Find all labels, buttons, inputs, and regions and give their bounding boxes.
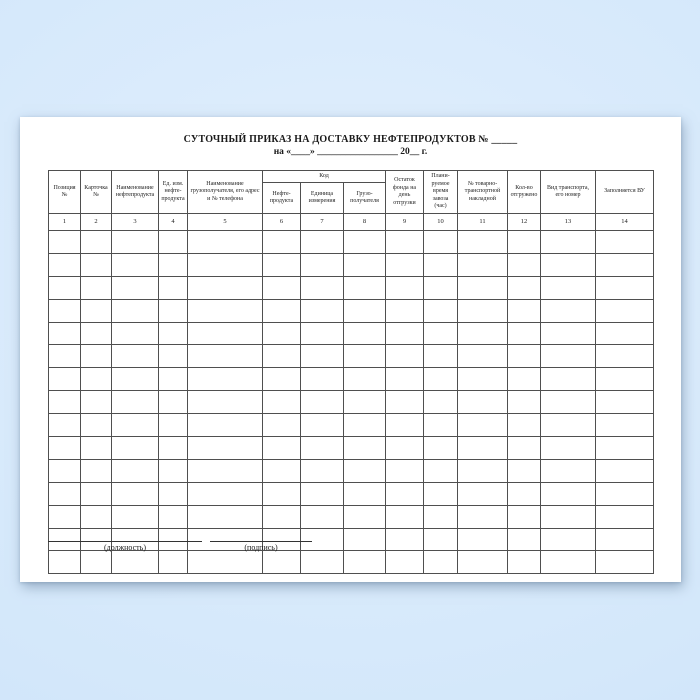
column-header-qty-shipped: Кол-во отгружено: [508, 171, 541, 214]
empty-cell: [81, 368, 112, 391]
empty-cell: [188, 299, 263, 322]
empty-cell: [263, 368, 301, 391]
empty-cell: [508, 414, 541, 437]
empty-cell: [301, 253, 344, 276]
table-row: [49, 482, 654, 505]
empty-cell: [458, 505, 508, 528]
empty-cell: [49, 482, 81, 505]
empty-cell: [112, 505, 159, 528]
empty-cell: [424, 391, 458, 414]
table-row: [49, 391, 654, 414]
empty-cell: [458, 345, 508, 368]
empty-cell: [541, 368, 596, 391]
empty-cell: [386, 231, 424, 254]
column-header-waybill-number: № товарно-транспортной накладной: [458, 171, 508, 214]
empty-cell: [541, 345, 596, 368]
empty-cell: [386, 482, 424, 505]
empty-cell: [188, 482, 263, 505]
empty-cell: [541, 253, 596, 276]
empty-cell: [458, 414, 508, 437]
column-number: 11: [458, 214, 508, 231]
empty-cell: [159, 391, 188, 414]
table-row: [49, 368, 654, 391]
empty-cell: [263, 299, 301, 322]
empty-cell: [458, 299, 508, 322]
empty-cell: [596, 459, 654, 482]
empty-cell: [458, 322, 508, 345]
empty-cell: [596, 253, 654, 276]
empty-cell: [49, 505, 81, 528]
empty-cell: [458, 391, 508, 414]
empty-cell: [301, 437, 344, 460]
empty-cell: [458, 459, 508, 482]
empty-cell: [508, 482, 541, 505]
column-header-planned-time: Плани-руемое время завоза (час): [424, 171, 458, 214]
empty-cell: [386, 253, 424, 276]
empty-cell: [49, 459, 81, 482]
empty-cell: [596, 322, 654, 345]
empty-cell: [49, 322, 81, 345]
empty-cell: [159, 505, 188, 528]
form-page: [20, 117, 681, 582]
empty-cell: [263, 482, 301, 505]
column-header-card: Карточка №: [81, 171, 112, 214]
empty-cell: [541, 276, 596, 299]
empty-cell: [301, 322, 344, 345]
empty-cell: [386, 505, 424, 528]
empty-cell: [81, 299, 112, 322]
empty-cell: [508, 505, 541, 528]
empty-cell: [458, 231, 508, 254]
empty-cell: [112, 253, 159, 276]
empty-cell: [424, 505, 458, 528]
empty-cell: [301, 414, 344, 437]
column-number: 6: [263, 214, 301, 231]
empty-cell: [596, 276, 654, 299]
empty-cell: [596, 505, 654, 528]
empty-cell: [541, 231, 596, 254]
empty-cell: [112, 231, 159, 254]
empty-cell: [596, 345, 654, 368]
empty-cell: [424, 253, 458, 276]
column-number: 1: [49, 214, 81, 231]
empty-cell: [344, 299, 386, 322]
empty-cell: [159, 253, 188, 276]
empty-cell: [541, 299, 596, 322]
empty-cell: [112, 345, 159, 368]
empty-cell: [159, 414, 188, 437]
column-header-transport: Вид транспорта, его номер: [541, 171, 596, 214]
empty-cell: [508, 322, 541, 345]
empty-cell: [301, 345, 344, 368]
empty-cell: [386, 322, 424, 345]
empty-cell: [159, 276, 188, 299]
empty-cell: [81, 414, 112, 437]
column-header-fund-balance: Остаток фонда на день отгрузки: [386, 171, 424, 214]
column-header-unit: Ед. изм. нефте-продукта: [159, 171, 188, 214]
empty-cell: [301, 459, 344, 482]
empty-cell: [112, 482, 159, 505]
empty-cell: [344, 414, 386, 437]
empty-cell: [386, 414, 424, 437]
empty-cell: [508, 345, 541, 368]
empty-cell: [424, 276, 458, 299]
signature-sign-line: [210, 541, 312, 553]
empty-cell: [263, 253, 301, 276]
empty-cell: [424, 482, 458, 505]
empty-cell: [344, 368, 386, 391]
empty-cell: [344, 322, 386, 345]
column-header-code-unit: Единица измерения: [301, 183, 344, 214]
empty-cell: [188, 322, 263, 345]
empty-cell: [263, 459, 301, 482]
empty-cell: [541, 391, 596, 414]
table-row: [49, 345, 654, 368]
empty-cell: [386, 368, 424, 391]
empty-cell: [81, 231, 112, 254]
empty-cell: [344, 437, 386, 460]
empty-cell: [301, 299, 344, 322]
column-header-filled-by-vu: Заполняется ВУ: [596, 171, 654, 214]
table-body: [49, 231, 654, 574]
column-number: 10: [424, 214, 458, 231]
empty-cell: [596, 299, 654, 322]
empty-cell: [344, 345, 386, 368]
empty-cell: [508, 459, 541, 482]
empty-cell: [263, 276, 301, 299]
empty-cell: [263, 437, 301, 460]
empty-cell: [344, 505, 386, 528]
empty-cell: [263, 345, 301, 368]
table-row: [49, 459, 654, 482]
empty-cell: [424, 231, 458, 254]
empty-cell: [344, 482, 386, 505]
empty-cell: [596, 437, 654, 460]
empty-cell: [424, 368, 458, 391]
empty-cell: [424, 299, 458, 322]
document-header: [20, 134, 681, 158]
table-row: [49, 322, 654, 345]
table-row: [49, 505, 654, 528]
empty-cell: [159, 299, 188, 322]
signature-position-label: (должность): [104, 543, 146, 552]
signature-block: [48, 541, 653, 559]
table-row: [49, 437, 654, 460]
empty-cell: [508, 437, 541, 460]
column-number: 13: [541, 214, 596, 231]
column-number: 3: [112, 214, 159, 231]
empty-cell: [81, 482, 112, 505]
empty-cell: [301, 505, 344, 528]
empty-cell: [386, 299, 424, 322]
empty-cell: [188, 505, 263, 528]
empty-cell: [596, 482, 654, 505]
empty-cell: [188, 391, 263, 414]
empty-cell: [81, 322, 112, 345]
empty-cell: [386, 345, 424, 368]
empty-cell: [188, 414, 263, 437]
empty-cell: [49, 437, 81, 460]
empty-cell: [188, 253, 263, 276]
empty-cell: [112, 437, 159, 460]
empty-cell: [112, 322, 159, 345]
column-header-code-consignee: Грузо-получателя: [344, 183, 386, 214]
empty-cell: [49, 299, 81, 322]
empty-cell: [596, 231, 654, 254]
empty-cell: [81, 391, 112, 414]
empty-cell: [424, 459, 458, 482]
signature-position-line: [48, 541, 202, 553]
empty-cell: [301, 391, 344, 414]
empty-cell: [81, 253, 112, 276]
empty-cell: [188, 368, 263, 391]
empty-cell: [508, 231, 541, 254]
empty-cell: [188, 345, 263, 368]
delivery-order-table: [48, 170, 654, 574]
document-title: СУТОЧНЫЙ ПРИКАЗ НА ДОСТАВКУ НЕФТЕПРОДУКТОВ № _____: [183, 134, 518, 145]
empty-cell: [263, 391, 301, 414]
empty-cell: [81, 345, 112, 368]
empty-cell: [81, 459, 112, 482]
empty-cell: [458, 276, 508, 299]
table-header: [49, 171, 654, 231]
table-row: [49, 299, 654, 322]
empty-cell: [458, 368, 508, 391]
empty-cell: [596, 391, 654, 414]
empty-cell: [112, 391, 159, 414]
empty-cell: [424, 437, 458, 460]
empty-cell: [541, 482, 596, 505]
empty-cell: [263, 322, 301, 345]
empty-cell: [344, 459, 386, 482]
column-header-consignee: Наименование грузополучателя, его адрес и № телефона: [188, 171, 263, 214]
empty-cell: [301, 368, 344, 391]
document-date-line: на «____» _________________ 20__ г.: [273, 146, 428, 157]
column-header-position: Позиция №: [49, 171, 81, 214]
empty-cell: [159, 322, 188, 345]
empty-cell: [386, 276, 424, 299]
empty-cell: [508, 368, 541, 391]
column-header-code-product: Нефте-продукта: [263, 183, 301, 214]
empty-cell: [596, 414, 654, 437]
empty-cell: [508, 391, 541, 414]
empty-cell: [263, 231, 301, 254]
empty-cell: [188, 231, 263, 254]
empty-cell: [49, 253, 81, 276]
empty-cell: [49, 276, 81, 299]
empty-cell: [541, 414, 596, 437]
empty-cell: [508, 253, 541, 276]
empty-cell: [112, 299, 159, 322]
empty-cell: [301, 482, 344, 505]
empty-cell: [159, 231, 188, 254]
empty-cell: [159, 437, 188, 460]
empty-cell: [458, 437, 508, 460]
empty-cell: [508, 299, 541, 322]
table-row: [49, 231, 654, 254]
empty-cell: [49, 414, 81, 437]
empty-cell: [263, 414, 301, 437]
column-number: 12: [508, 214, 541, 231]
empty-cell: [112, 368, 159, 391]
column-number: 8: [344, 214, 386, 231]
column-header-product-name: Наименование нефтепродукта: [112, 171, 159, 214]
empty-cell: [49, 345, 81, 368]
column-number: 4: [159, 214, 188, 231]
empty-cell: [458, 482, 508, 505]
empty-cell: [541, 437, 596, 460]
empty-cell: [541, 459, 596, 482]
empty-cell: [301, 231, 344, 254]
column-group-code: Код: [263, 171, 386, 183]
empty-cell: [508, 276, 541, 299]
empty-cell: [49, 391, 81, 414]
empty-cell: [263, 505, 301, 528]
empty-cell: [596, 368, 654, 391]
empty-cell: [81, 437, 112, 460]
empty-cell: [344, 231, 386, 254]
empty-cell: [541, 322, 596, 345]
column-number: 2: [81, 214, 112, 231]
signature-sign-label: (подпись): [244, 543, 278, 552]
empty-cell: [159, 345, 188, 368]
table-row: [49, 253, 654, 276]
empty-cell: [386, 391, 424, 414]
column-number-row: [49, 214, 654, 231]
empty-cell: [112, 459, 159, 482]
empty-cell: [386, 437, 424, 460]
empty-cell: [344, 276, 386, 299]
empty-cell: [458, 253, 508, 276]
empty-cell: [159, 482, 188, 505]
empty-cell: [424, 345, 458, 368]
empty-cell: [424, 322, 458, 345]
column-number: 7: [301, 214, 344, 231]
empty-cell: [188, 459, 263, 482]
empty-cell: [159, 368, 188, 391]
empty-cell: [188, 276, 263, 299]
empty-cell: [344, 253, 386, 276]
empty-cell: [81, 276, 112, 299]
empty-cell: [81, 505, 112, 528]
table-row: [49, 414, 654, 437]
empty-cell: [112, 414, 159, 437]
column-number: 9: [386, 214, 424, 231]
empty-cell: [188, 437, 263, 460]
empty-cell: [49, 231, 81, 254]
table-row: [49, 276, 654, 299]
empty-cell: [159, 459, 188, 482]
empty-cell: [301, 276, 344, 299]
empty-cell: [344, 391, 386, 414]
empty-cell: [424, 414, 458, 437]
empty-cell: [49, 368, 81, 391]
empty-cell: [541, 505, 596, 528]
column-number: 14: [596, 214, 654, 231]
empty-cell: [386, 459, 424, 482]
column-number: 5: [188, 214, 263, 231]
empty-cell: [112, 276, 159, 299]
